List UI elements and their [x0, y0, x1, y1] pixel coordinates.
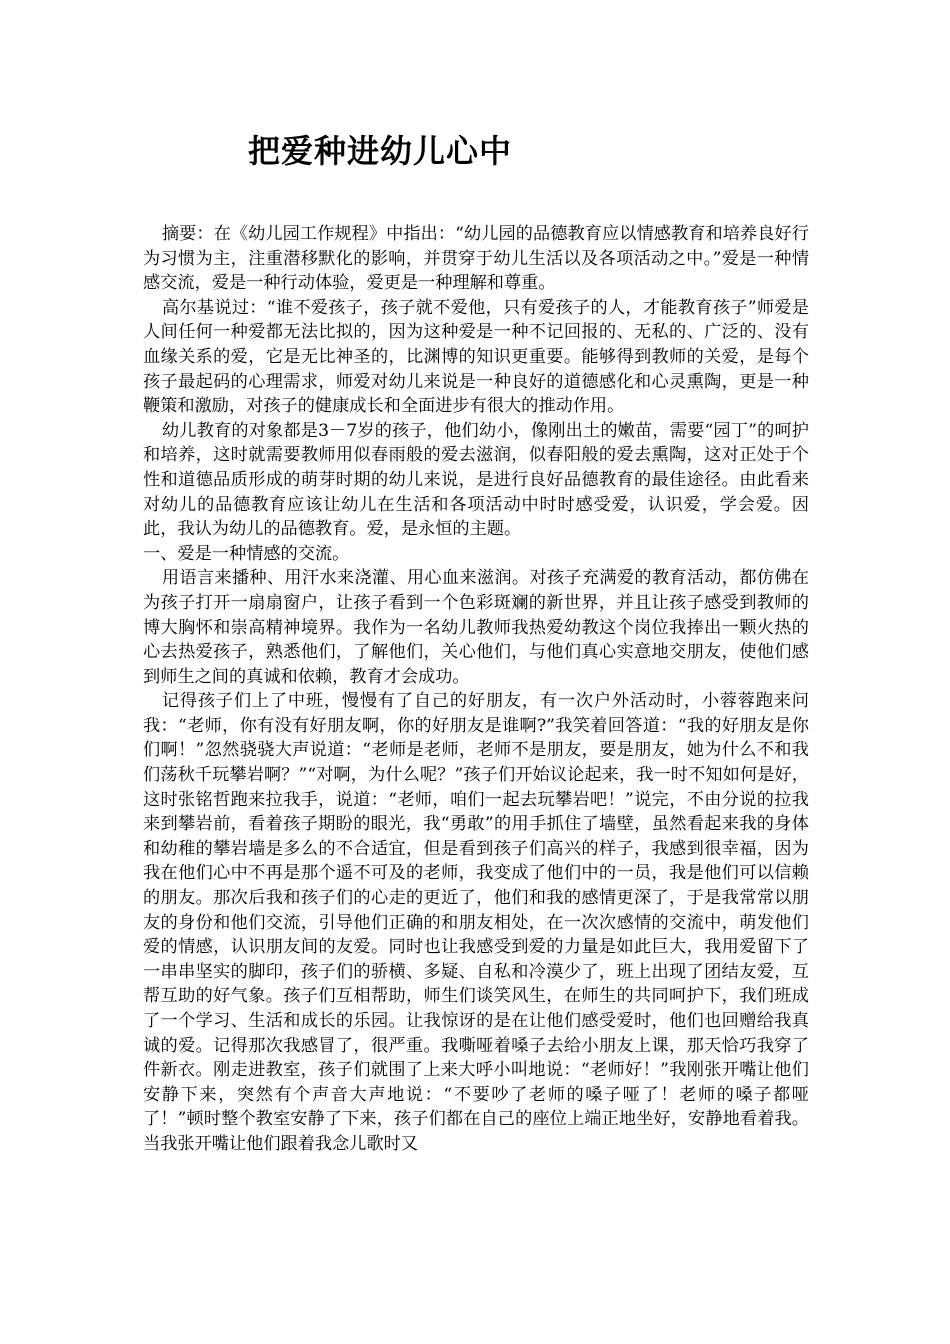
- paragraph-abstract: 摘要：在《幼儿园工作规程》中指出：“幼儿园的品德教育应以情感教育和培养良好行为习惯为主，注重潜移默化的影响，并贯穿于幼儿生活以及各项活动之中。”爱是一种情感交流，爱是一种行动体验，爱更是一种理解和尊重。: [143, 224, 809, 294]
- section-heading-1: 一、爱是一种情感的交流。: [143, 543, 350, 564]
- paragraph-early-education: 幼儿教育的对象都是3－7岁的孩子，他们幼小，像刚出土的嫩苗，需要“园丁”的呵护和培养，这时就需要教师用似春雨般的爱去滋润，似春阳般的爱去熏陶，这对正处于个性和道德品质形成的萌芽时期的幼儿来说，是进行良好品德教育的最佳途径。由此看来对幼儿的品德教育应该让幼儿在生活和各项活动中时时感受爱，认识爱，学会爱。因此，我认为幼儿的品德教育。爱，是永恒的主题。: [143, 420, 809, 540]
- document-title: 把爱种进幼儿心中: [248, 132, 513, 170]
- paragraph-gorky-quote: 高尔基说过：“谁不爱孩子，孩子就不爱他，只有爱孩子的人，才能教育孩子”师爱是人间任何一种爱都无法比拟的，因为这种爱是一种不记回报的、无私的、广泛的、没有血缘关系的爱，它是无比神圣的，比渊博的知识更重要。能够得到教师的关爱，是每个孩子最起码的心理需求，师爱对幼儿来说是一种良好的道德感化和心灵熏陶，更是一种鞭策和激励，对孩子的健康成长和全面进步有很大的推动作用。: [143, 297, 809, 417]
- paragraph-friend-story: 记得孩子们上了中班，慢慢有了自己的好朋友，有一次户外活动时，小蓉蓉跑来问我：“老师，你有没有好朋友啊，你的好朋友是谁啊?”我笑着回答道：“我的好朋友是你们啊！”忽然骁骁大声说道：“老师是老师，老师不是朋友，要是朋友，她为什么不和我们荡秋千玩攀岩啊？”“对啊，为什么呢？”孩子们开始议论起来，我一时不知如何是好，这时张铭哲跑来拉我手，说道：“老师，咱们一起去玩攀岩吧！”说完，不由分说的拉我来到攀岩前，看着孩子期盼的眼光，我“勇敢”的用手抓住了墙壁，虽然看起来我的身体和幼稚的攀岩墙是多么的不合适宜，但是看到孩子们高兴的样子，我感到很幸福，因为我在他们心中不再是那个遥不可及的老师，我变成了他们中的一员，我是他们可以信赖的朋友。那次后我和孩子们的心走的更近了，他们和我的感情更深了，于是我常常以朋友的身份和他们交流，引导他们正确的和朋友相处，在一次次感情的交流中，萌发他们爱的情感，认识朋友间的友爱。同时也让我感受到爱的力量是如此巨大，我用爱留下了一串串坚实的脚印，孩子们的骄横、多疑、自私和冷漠少了，班上出现了团结友爱，互帮互助的好气象。孩子们互相帮助，师生们谈笑风生，在师生的共同呵护下，我们班成了一个学习、生活和成长的乐园。让我惊讶的是在让他们感受爱时，他们也回赠给我真诚的爱。记得那次我感冒了，很严重。我嘶哑着嗓子去给小朋友上课，那天恰巧我穿了件新衣。刚走进教室，孩子们就围了上来大呼小叫地说：“老师好！”我刚张开嘴让他们安静下来，突然有个声音大声地说：“不要吵了老师的嗓子哑了！老师的嗓子都哑了！”顿时整个教室安静了下来，孩子们都在自己的座位上端正地坐好，安静地看着我。当我张开嘴让他们跟着我念儿歌时又: [143, 691, 809, 1154]
- paragraph-love-exchange: 用语言来播种、用汗水来浇灌、用心血来滋润。对孩子充满爱的教育活动，都仿佛在为孩子打开一扇扇窗户，让孩子看到一个色彩斑斓的新世界，并且让孩子感受到教师的博大胸怀和崇高精神境界。我作为一名幼儿教师我热爱幼教这个岗位我捧出一颗火热的心去热爱孩子，熟悉他们，了解他们，关心他们，与他们真心实意地交朋友，使他们感到师生之间的真诚和依赖，教育才会成功。: [143, 568, 809, 687]
- document-body: [143, 222, 809, 1157]
